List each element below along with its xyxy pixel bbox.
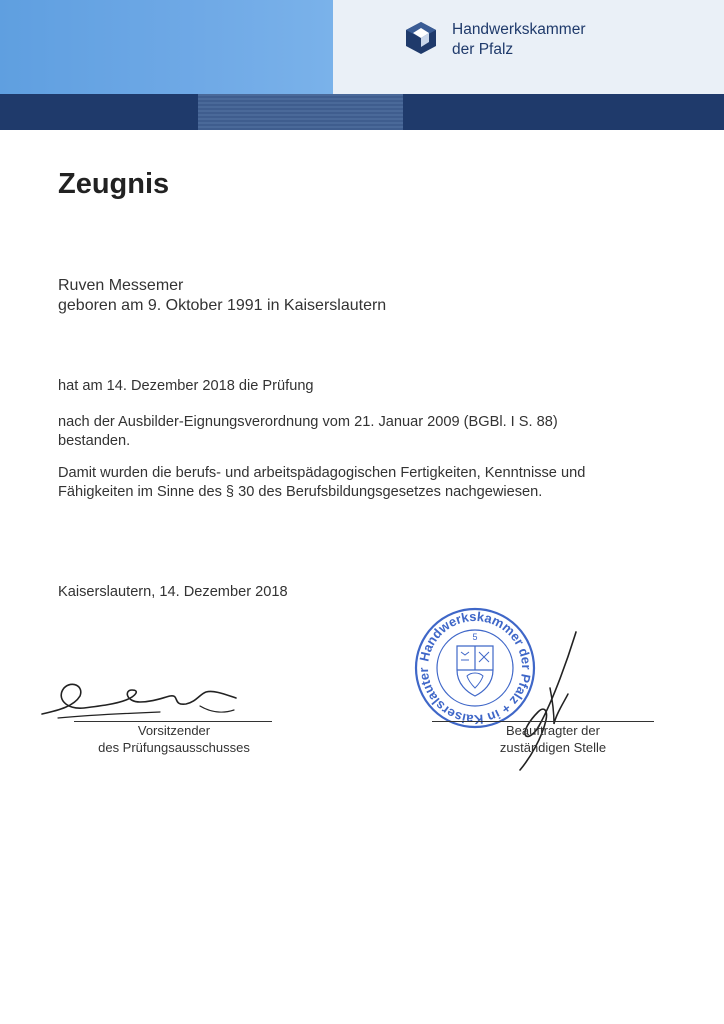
competence-line2: Fähigkeiten im Sinne des § 30 des Berufsbildungsgesetzes nachgewiesen. bbox=[58, 484, 543, 500]
header-blue-band bbox=[0, 0, 333, 94]
letterhead bbox=[0, 0, 724, 130]
place-and-date: Kaiserslautern, 14. Dezember 2018 bbox=[58, 584, 288, 600]
stamp-number: 5 bbox=[472, 632, 478, 642]
exam-statement: hat am 14. Dezember 2018 die Prüfung bbox=[58, 378, 314, 394]
recipient-block bbox=[58, 276, 386, 316]
chair-caption-line2b: des Prüfungsausschusses bbox=[98, 740, 250, 755]
organization-name-line1: Handwerkskammer bbox=[452, 21, 586, 38]
header-striped-band bbox=[198, 94, 403, 130]
regulation-line2: bestanden. bbox=[58, 433, 131, 449]
officer-caption-line2: zuständigen Stelle bbox=[499, 740, 607, 755]
regulation-paragraph bbox=[58, 413, 558, 451]
stamp-ring-text: Handwerkskammer der Pfalz + in Kaiserslautern + bbox=[409, 594, 535, 728]
regulation-line1: nach der Ausbilder-Eignungsverordnung vom 21. Januar 2009 (BGBl. I S. 88) bbox=[58, 414, 558, 430]
organization-name-line2: der Pfalz bbox=[452, 41, 514, 58]
recipient-name: Ruven Messemer bbox=[58, 277, 184, 294]
chair-caption bbox=[60, 722, 288, 756]
chair-signature bbox=[40, 670, 250, 725]
officer-caption bbox=[460, 722, 646, 756]
competence-line1: Damit wurden die berufs- und arbeitspädagogischen Fertigkeiten, Kenntnisse und bbox=[58, 465, 586, 481]
officer-caption-line1: Beauftragter der bbox=[506, 723, 600, 738]
hwk-cube-logo-icon bbox=[404, 21, 438, 55]
document-title: Zeugnis bbox=[58, 168, 170, 200]
coat-of-arms-icon bbox=[457, 646, 493, 696]
chair-caption-line1: Vorsitzender bbox=[137, 723, 211, 738]
organization-name bbox=[452, 20, 586, 60]
competence-paragraph bbox=[58, 464, 585, 502]
recipient-birth: geboren am 9. Oktober 1991 in Kaiserslautern bbox=[58, 297, 387, 314]
